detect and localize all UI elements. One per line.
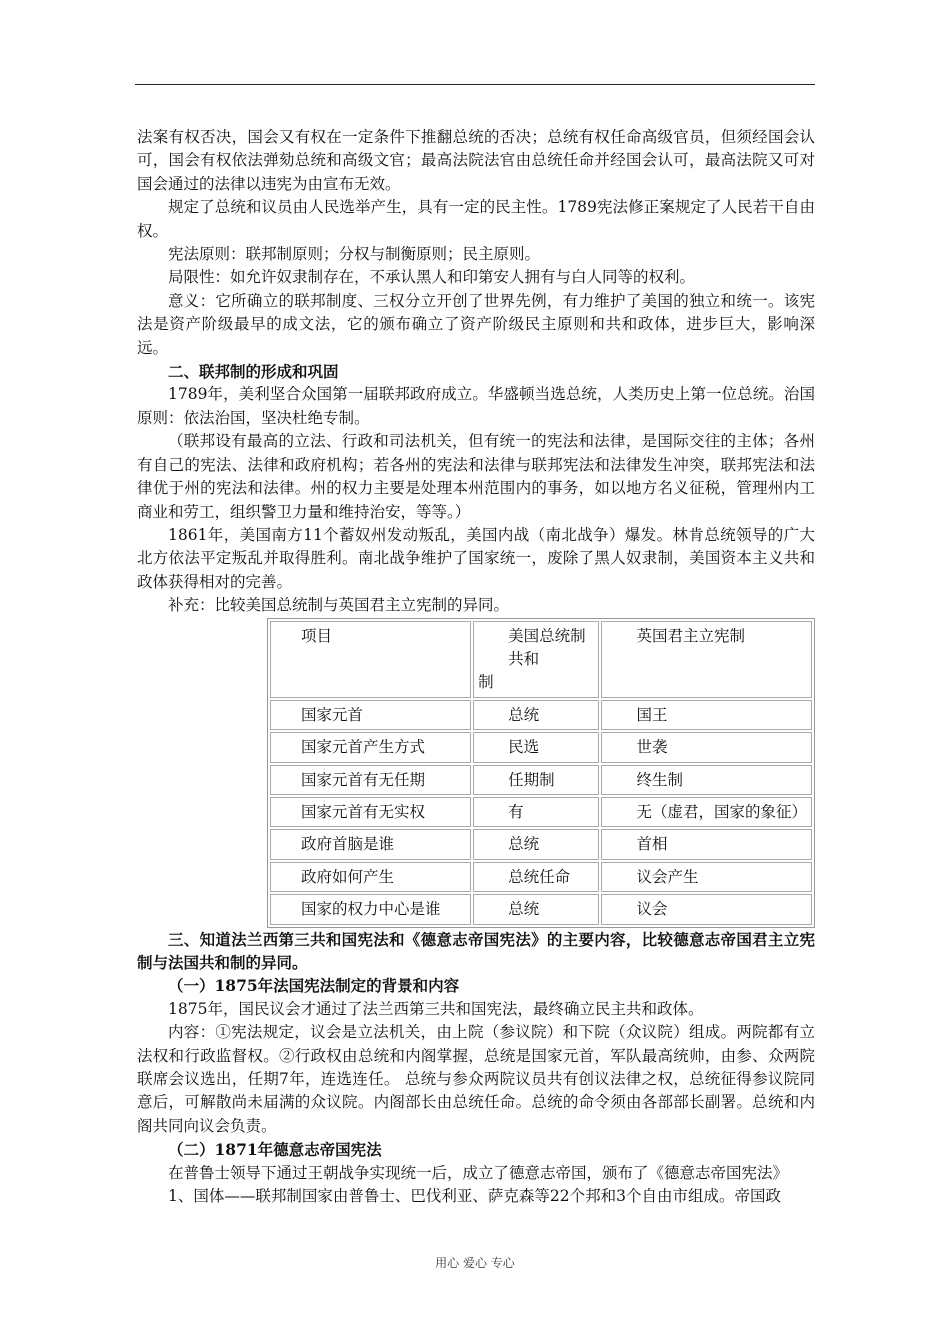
paragraph: 局限性：如允许奴隶制存在，不承认黑人和印第安人拥有与白人同等的权利。	[168, 268, 696, 287]
table-cell: 议会	[601, 894, 812, 924]
paragraph: 内容：①宪法规定，议会是立法机关，由上院（参议院）和下院（众议院）组成。两院都有立法权和行政监督权。②行政权由总统和内阁掌握，总统是国家元首，军队最高统帅，由参、众两院联席会议选出，任期7年，连选连任。 总统与参众两院议员共有创议法律之权，总统征得参议院同意后，可解散尚未届满的众议院。内阁部长由总统任命。总统的命令须由各部部长副署。总统和内阁共同向议会负责。	[137, 1023, 815, 1135]
table-cell: 国王	[601, 700, 812, 730]
paragraph: 在普鲁士领导下通过王朝战争实现统一后，成立了德意志帝国，颁布了《德意志帝国宪法》	[168, 1163, 789, 1182]
table-cell: 无（虚君，国家的象征）	[601, 797, 812, 827]
table-cell: 议会产生	[601, 862, 812, 892]
table-header-cell: 英国君主立宪制	[601, 621, 812, 698]
paragraph: 意义：它所确立的联邦制度、三权分立开创了世界先例，有力维护了美国的独立和统一。该宪法是资产阶级最早的成文法，它的颁布确立了资产阶级民主原则和共和政体，进步巨大，影响深远。	[137, 291, 815, 357]
table-cell: 有	[473, 797, 599, 827]
paragraph: 1、国体——联邦制国家由普鲁士、巴伐利亚、萨克森等22个邦和3个自由市组成。帝国政	[168, 1187, 781, 1206]
table-row	[270, 700, 812, 730]
table-cell: 世袭	[601, 732, 812, 762]
table-header-cell: 美国总统制共和 制	[473, 621, 599, 698]
table-row	[270, 862, 812, 892]
table-cell: 国家元首产生方式	[270, 732, 471, 762]
paragraph: 补充：比较美国总统制与英国君主立宪制的异同。	[168, 596, 510, 615]
table-cell: 总统	[473, 700, 599, 730]
table-cell: 终生制	[601, 765, 812, 795]
table-cell: 国家元首	[270, 700, 471, 730]
table-cell: 总统	[473, 829, 599, 859]
table-cell: 首相	[601, 829, 812, 859]
header-rule	[135, 84, 815, 85]
table-cell: 政府如何产生	[270, 862, 471, 892]
subsection-heading: （二）1871年德意志帝国宪法	[168, 1140, 382, 1160]
table-row	[270, 732, 812, 762]
table-cell: 总统任命	[473, 862, 599, 892]
table-cell: 国家元首有无任期	[270, 765, 471, 795]
table-header-cell: 项目	[270, 621, 471, 698]
paragraph: 规定了总统和议员由人民选举产生，具有一定的民主性。1789宪法修正案规定了人民若干自由权。	[137, 198, 815, 240]
page-footer: 用心 爱心 专心	[435, 1256, 515, 1270]
paragraph: 1789年，美利坚合众国第一届联邦政府成立。华盛顿当选总统，人类历史上第一位总统。治国原则：依法治国，坚决杜绝专制。	[137, 385, 815, 427]
paragraph: （联邦设有最高的立法、行政和司法机关，但有统一的宪法和法律，是国际交往的主体；各州有自己的宪法、法律和政府机构；若各州的宪法和法律与联邦宪法和法律发生冲突，联邦宪法和法律优于州的宪法和法律。州的权力主要是处理本州范围内的事务，如以地方名义征税，管理州内工商业和劳工，组织警卫力量和维持治安，等等。）	[137, 432, 815, 521]
table-row	[270, 797, 812, 827]
paragraph: 宪法原则：联邦制原则；分权与制衡原则；民主原则。	[168, 245, 541, 264]
table-cell: 政府首脑是谁	[270, 829, 471, 859]
table-row	[270, 829, 812, 859]
table-cell: 总统	[473, 894, 599, 924]
section-heading: 三、知道法兰西第三共和国宪法和《德意志帝国宪法》的主要内容，比较德意志帝国君主立宪制与法国共和制的异同。	[137, 929, 815, 972]
table-cell: 任期制	[473, 765, 599, 795]
table-row	[270, 765, 812, 795]
table-cell: 民选	[473, 732, 599, 762]
document-body	[137, 126, 815, 1208]
paragraph: 1875年，国民议会才通过了法兰西第三共和国宪法，最终确立民主共和政体。	[168, 999, 704, 1018]
comparison-table	[267, 618, 815, 928]
subsection-heading: （一）1875年法国宪法制定的背景和内容	[168, 976, 460, 996]
section-heading: 二、联邦制的形成和巩固	[168, 362, 339, 382]
table-row	[270, 894, 812, 924]
paragraph: 法案有权否决，国会又有权在一定条件下推翻总统的否决；总统有权任命高级官员，但须经国会认可，国会有权依法弹劾总统和高级文官；最高法院法官由总统任命并经国会认可，最高法院又可对国会通过的法律以违宪为由宣布无效。	[137, 128, 815, 193]
table-cell: 国家的权力中心是谁	[270, 894, 471, 924]
table-cell: 国家元首有无实权	[270, 797, 471, 827]
paragraph: 1861年，美国南方11个蓄奴州发动叛乱，美国内战（南北战争）爆发。林肯总统领导的广大北方依法平定叛乱并取得胜利。南北战争维护了国家统一，废除了黑人奴隶制，美国资本主义共和政体获得相对的完善。	[137, 525, 815, 591]
table-header-row	[270, 621, 812, 698]
